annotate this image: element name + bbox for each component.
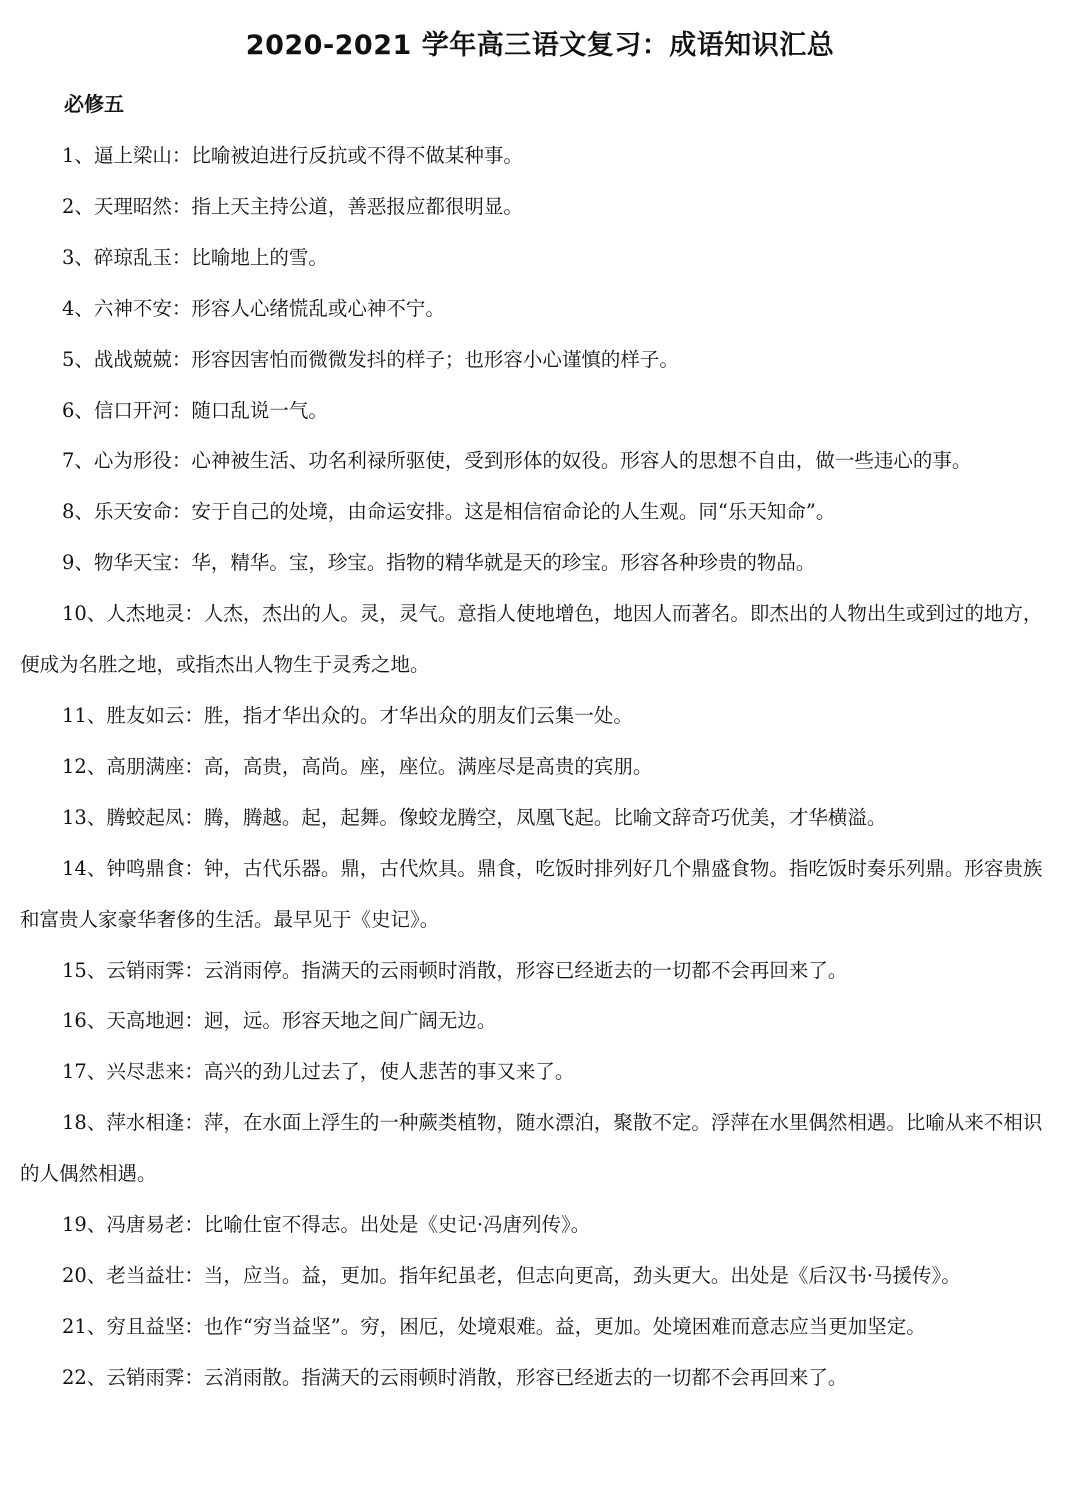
idiom-entry: 12、高朋满座：高，高贵，高尚。座，座位。满座尽是高贵的宾朋。 bbox=[62, 754, 653, 778]
idiom-entry: 11、胜友如云：胜，指才华出众的。才华出众的朋友们云集一处。 bbox=[62, 703, 633, 727]
idiom-entry: 20、老当益壮：当，应当。益，更加。指年纪虽老，但志向更高，劲头更大。出处是《后汉书·马援传》。 bbox=[62, 1263, 961, 1287]
idiom-entry: 15、云销雨霁：云消雨停。指满天的云雨顿时消散，形容已经逝去的一切都不会再回来了。 bbox=[62, 958, 848, 982]
idiom-entry: 21、穷且益坚：也作“穷当益坚”。穷，困厄，处境艰难。益，更加。处境困难而意志应当更加坚定。 bbox=[62, 1314, 926, 1338]
idiom-entry: 17、兴尽悲来：高兴的劲儿过去了，使人悲苦的事又来了。 bbox=[62, 1060, 575, 1084]
idiom-entry: 8、乐天安命：安于自己的处境，由命运安排。这是相信宿命论的人生观。同“乐天知命”。 bbox=[62, 500, 836, 524]
idiom-list bbox=[20, 131, 1060, 1404]
idiom-entry: 9、物华天宝：华，精华。宝，珍宝。指物的精华就是天的珍宝。形容各种珍贵的物品。 bbox=[62, 551, 816, 575]
idiom-entry: 19、冯唐易老：比喻仕宦不得志。出处是《史记·冯唐列传》。 bbox=[62, 1213, 591, 1237]
idiom-entry: 10、人杰地灵：人杰，杰出的人。灵，灵气。意指人使地增色，地因人而著名。即杰出的人物出生或到过的地方，便成为名胜之地，或指杰出人物生于灵秀之地。 bbox=[20, 602, 1043, 677]
idiom-entry: 2、天理昭然：指上天主持公道，善恶报应都很明显。 bbox=[62, 194, 523, 218]
idiom-entry: 4、六神不安：形容人心绪慌乱或心神不宁。 bbox=[62, 296, 445, 320]
document-title: 2020-2021 学年高三语文复习：成语知识汇总 bbox=[245, 30, 835, 61]
idiom-entry: 16、天高地迥：迥，远。形容天地之间广阔无边。 bbox=[62, 1009, 497, 1033]
idiom-entry: 14、钟鸣鼎食：钟，古代乐器。鼎，古代炊具。鼎食，吃饭时排列好几个鼎盛食物。指吃饭时奏乐列鼎。形容贵族和富贵人家豪华奢侈的生活。最早见于《史记》。 bbox=[20, 856, 1043, 931]
idiom-entry: 18、萍水相逢：萍，在水面上浮生的一种蕨类植物，随水漂泊，聚散不定。浮萍在水里偶然相遇。比喻从来不相识的人偶然相遇。 bbox=[20, 1111, 1043, 1186]
section-heading: 必修五 bbox=[64, 92, 124, 116]
idiom-entry: 1、逼上梁山：比喻被迫进行反抗或不得不做某种事。 bbox=[62, 144, 523, 167]
idiom-entry: 3、碎琼乱玉：比喻地上的雪。 bbox=[62, 245, 328, 269]
idiom-entry: 13、腾蛟起凤：腾，腾越。起，起舞。像蛟龙腾空，凤凰飞起。比喻文辞奇巧优美，才华横溢。 bbox=[62, 805, 887, 829]
idiom-entry: 5、战战兢兢：形容因害怕而微微发抖的样子；也形容小心谨慎的样子。 bbox=[62, 347, 679, 371]
idiom-entry: 7、心为形役：心神被生活、功名利禄所驱使，受到形体的奴役。形容人的思想不自由，做一些违心的事。 bbox=[62, 449, 972, 473]
idiom-entry: 6、信口开河：随口乱说一气。 bbox=[62, 398, 328, 422]
idiom-entry: 22、云销雨霁：云消雨散。指满天的云雨顿时消散，形容已经逝去的一切都不会再回来了。 bbox=[62, 1365, 848, 1389]
